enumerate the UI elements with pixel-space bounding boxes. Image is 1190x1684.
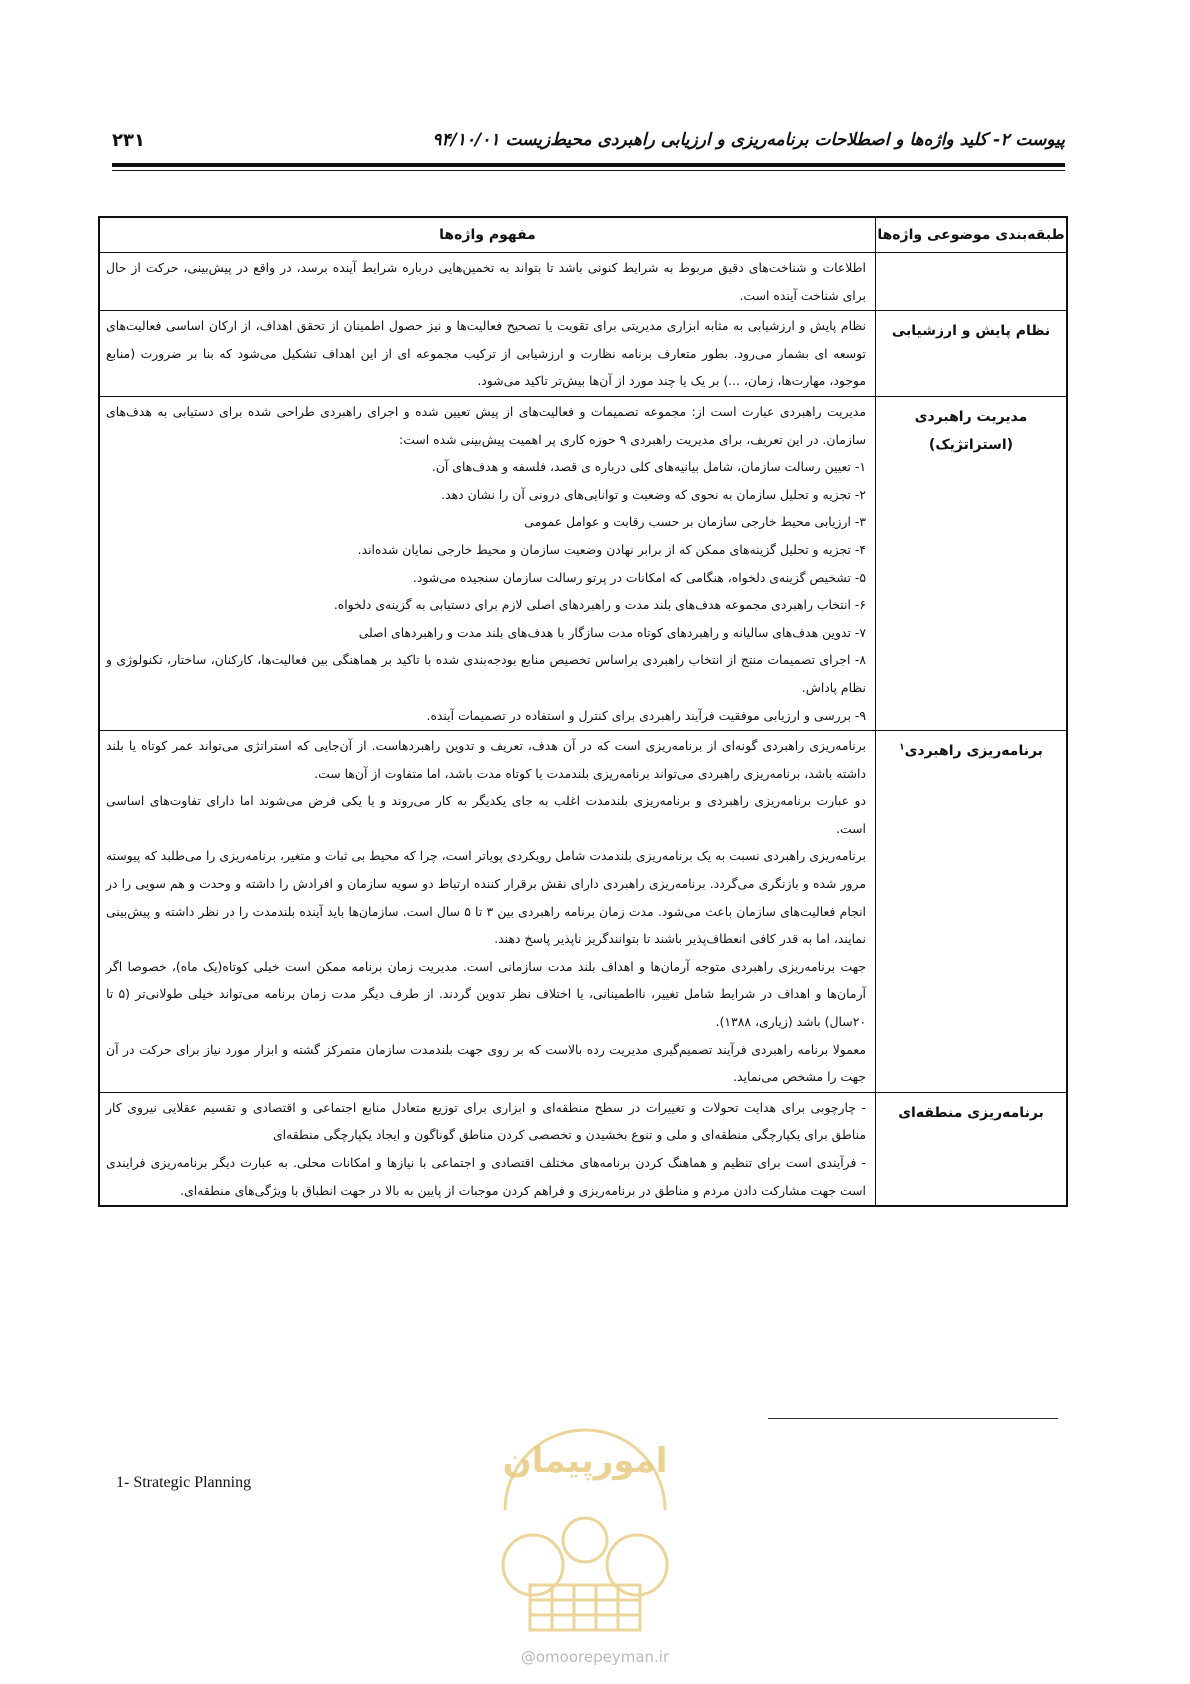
- watermark-logo: [475, 1390, 695, 1640]
- list-item: ۵- تشخیص گزینه‌ی دلخواه، هنگامی که امکانات در پرتو رسالت سازمان سنجیده می‌شود.: [412, 569, 866, 585]
- table-header-row: [99, 217, 1067, 253]
- table-row: [99, 731, 1067, 1093]
- term-label: نظام پایش و ارزشیابی: [891, 323, 1051, 340]
- definition-paragraph: مدیریت راهبردی عبارت است از: مجموعه تصمیمات و فعالیت‌های از پیش تعیین شده و اجرای راهبردی طراحی شده برای دستیابی به هدف‌های سازمان. در این تعریف، برای مدیریت راهبردی ۹ حوزه کاری پر اهمیت پیش‌بینی شده است:: [106, 403, 866, 447]
- gear-center-icon: [563, 1518, 607, 1562]
- definition-paragraph: - چارچوبی برای هدایت تحولات و تغییرات در سطح منطقه‌ای و ابزاری برای توزیع متعادل منابع اجتماعی و اقتصادی و تقسیم عقلایی نیروی کار مناطق برای یکپارچگی منطقه‌ای و ملی و تنوع بخشیدن و تخصصی کردن مناطق گوناگون و ایجاد یکپارچگی منطقه‌ای: [106, 1099, 866, 1143]
- term-label: برنامه‌ریزی منطقه‌ای: [898, 1104, 1044, 1121]
- header-rule: [112, 163, 1065, 167]
- list-item: ۷- تدوین هدف‌های سالیانه و راهبردهای کوتاه مدت سازگار با هدف‌های بلند مدت و راهبردهای اصلی: [358, 624, 866, 640]
- page-number: ۲۳۱: [112, 130, 145, 151]
- definition-paragraph: معمولا برنامه راهبردی فرآیند تصمیم‌گیری مدیریت رده بالاست که بر روی جهت بلندمدت سازمان متمرکز گشته و ابزار مورد نیاز برای حرکت در آن جهت را مشخص می‌نماید.: [106, 1041, 866, 1085]
- term-cell: [876, 396, 1068, 730]
- table-row: [99, 1092, 1067, 1206]
- term-label-line2: (استراتژیک): [928, 436, 1014, 453]
- list-item: ۸- اجرای تصمیمات منتج از انتخاب راهبردی براساس تخصیص منابع بودجه‌بندی شده با تاکید بر هماهنگی بین فعالیت‌ها، کارکنان، ساختار، تکنولوژی و نظام پاداش.: [106, 652, 866, 695]
- term-label: برنامه‌ریزی راهبردی: [904, 743, 1043, 760]
- definition-cell: [99, 311, 876, 397]
- definition-cell: [99, 253, 876, 311]
- watermark-logo-text: امورپیمان: [502, 1441, 668, 1481]
- definition-paragraph: جهت برنامه‌ریزی راهبردی متوجه آرمان‌ها و اهداف بلند مدت سازمانی است. مدیریت زمان برنامه ممکن است خیلی کوتاه(یک ماه)، خصوصا اگر آرمان‌ها و اهداف در شرایط شامل تغییر، نااطمینانی، یا اختلاف نظر تدوین گردند. از طرف دیگر مدت زمان برنامه می‌تواند خیلی طولانی‌تر (۵ تا ۲۰سال) باشد (زیاری، ۱۳۸۸).: [106, 958, 866, 1030]
- list-item: ۹- بررسی و ارزیابی موفقیت فرآیند راهبردی برای کنترل و استفاده در تصمیمات آینده.: [426, 707, 866, 723]
- definition-cell: [99, 731, 876, 1093]
- definition-cell: [99, 1092, 876, 1206]
- list-item: ۶- انتخاب راهبردی مجموعه هدف‌های بلند مدت و راهبردهای اصلی لازم برای دستیابی به گزینه‌ی دلخواه.: [333, 597, 866, 613]
- table-row: [99, 311, 1067, 397]
- list-item: ۲- تجزیه و تحلیل سازمان به نحوی که وضعیت و توانایی‌های درونی آن را نشان دهد.: [441, 486, 866, 502]
- column-header-definition: مفهوم واژه‌ها: [99, 217, 876, 253]
- footnote-text: 1- Strategic Planning: [116, 1474, 252, 1491]
- definition-paragraph: نظام پایش و ارزشیابی به مثابه ابزاری مدیریتی برای تقویت یا تصحیح فعالیت‌ها و نیز حصول اطمینان از تحقق اهداف، از ارکان اساسی فعالیت‌های توسعه ای بشمار می‌رود. بطور متعارف برنامه نظارت و ارزشیابی از ترکیب مجموعه ای از این اهداف تشکیل می‌شود که بنا بر ضرورت (منابع موجود، مهارت‌ها، زمان، ...) بر یک یا چند مورد از آن‌ها بیش‌تر تاکید می‌شود.: [106, 318, 866, 389]
- glossary-table: [98, 216, 1068, 1207]
- definition-paragraph: - فرآیندی است برای تنظیم و هماهنگ کردن برنامه‌های مختلف اقتصادی و اجتماعی با نیازها و امکانات محلی. به عبارت دیگر برنامه‌ریزی فرایندی است جهت مشارکت دادن مردم و مناطق در برنامه‌ریزی و فراهم کردن موجبات از پایین به بالا در جهت انطباق با ویژگی‌های منطقه‌ای.: [106, 1155, 866, 1198]
- list-item: ۱- تعیین رسالت سازمان، شامل بیانیه‌های کلی درباره ی قصد، فلسفه و هدف‌های آن.: [431, 459, 866, 475]
- definition-paragraph: دو عبارت برنامه‌ریزی راهبردی و برنامه‌ریزی بلندمدت اغلب به جای یکدیگر به کار می‌روند و یا یکی فرض می‌شوند اما دارای تفاوت‌های اساسی است.: [106, 793, 866, 836]
- column-header-term: طبقه‌بندی موضوعی واژه‌ها: [876, 217, 1068, 253]
- term-cell: [876, 311, 1068, 397]
- definition-cell: [99, 396, 876, 730]
- term-label: مدیریت راهبردی: [914, 408, 1028, 425]
- term-cell: [876, 1092, 1068, 1206]
- footnote-marker: ۱: [899, 742, 905, 753]
- page-header: [112, 128, 1065, 156]
- term-cell: [876, 253, 1068, 311]
- table-row: [99, 396, 1067, 730]
- definition-paragraph: برنامه‌ریزی راهبردی گونه‌ای از برنامه‌ریزی است که در آن هدف، تعریف و تدوین راهبردهاست. از آن‌جایی که استراتژی می‌تواند عمر کوتاه یا بلند داشته باشد، برنامه‌ریزی راهبردی می‌تواند برنامه‌ریزی بلندمدت یا کوتاه مدت باشد، اما متفاوت از آن‌ها ست.: [106, 738, 866, 781]
- table-row: [99, 253, 1067, 311]
- watermark-site: @omoorepeyman.ir: [520, 1648, 670, 1666]
- footnote-rule: [768, 1418, 1058, 1419]
- running-header-title: پیوست ۲- کلید واژه‌ها و اصطلاحات برنامه‌ریزی و ارزیابی راهبردی محیط‌زیست ۹۴/۱۰/۰۱: [432, 130, 1065, 150]
- header-rule-thin: [112, 170, 1065, 171]
- list-item: ۳- ارزیابی محیط خارجی سازمان بر حسب رقابت و عوامل عمومی: [524, 514, 866, 530]
- definition-paragraph: برنامه‌ریزی راهبردی نسبت به یک برنامه‌ریزی بلندمدت شامل رویکردی پویاتر است، چرا که محیط بی ثبات و متغیر، برنامه‌ریزی را می‌طلبد که پیوسته مرور شده و بازنگری می‌گردد. برنامه‌ریزی راهبردی دارای نقش برقرار کننده ارتباط دو سویه سازمان و افرادش را داشته و وحدت و هم سویی را در انجام فعالیت‌های سازمان باعث می‌شود. مدت زمان برنامه راهبردی بین ۳ تا ۵ سال است. سازمان‌ها باید آینده بلندمدت را در نظر داشته و پیش‌بینی نمایند، اما به قدر کافی انعطاف‌پذیر باشند تا بتوانندگریز ناپذیر پاسخ دهند.: [106, 848, 866, 947]
- list-item: ۴- تجزیه و تحلیل گزینه‌های ممکن که از برابر نهادن وضعیت سازمان و محیط خارجی نمایان شده‌اند.: [357, 541, 866, 557]
- term-cell: [876, 731, 1068, 1093]
- definition-paragraph: اطلاعات و شناخت‌های دقیق مربوط به شرایط کنونی باشد تا بتواند به تخمین‌هایی درباره شرایط آینده برسد، در واقع در پیش‌بینی، حرکت از حال برای شناخت آینده است.: [106, 260, 866, 303]
